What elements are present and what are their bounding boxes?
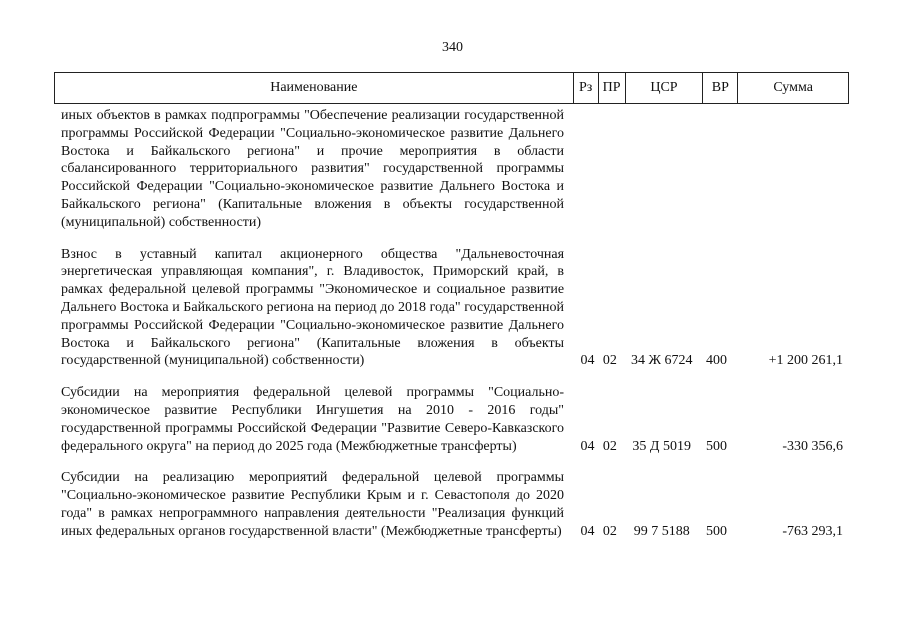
row-pr: 02 — [602, 523, 617, 539]
header-name: Наименование — [270, 80, 358, 95]
page-number: 340 — [442, 40, 463, 55]
table-header — [54, 72, 849, 104]
row-vr: 400 — [706, 353, 727, 369]
row-pr: 02 — [602, 438, 617, 454]
table-row — [54, 246, 849, 371]
row-sum: +1 200 261,1 — [768, 353, 843, 369]
row-pr: 02 — [602, 353, 617, 369]
row-rz: 04 — [580, 523, 595, 539]
row-vr: 500 — [706, 523, 727, 539]
row-rz: 04 — [580, 438, 595, 454]
row-csr: 99 7 5188 — [633, 523, 690, 539]
row-rz: 04 — [580, 353, 595, 369]
row-csr: 35 Д 5019 — [632, 438, 691, 454]
header-sum: Сумма — [737, 73, 848, 103]
table-body — [54, 104, 849, 541]
row-name: Субсидии на реализацию мероприятий федеральной целевой программы "Социально-экономическое развитие Республики Крым и г. Севастополя до 2020 года" в рамках непрограммного направления деятельности "Реализация функций иных федеральных органов государственной власти" (Межбюджетные трансферты) — [61, 470, 565, 539]
header-csr: ЦСР — [625, 73, 703, 103]
row-name: Субсидии на мероприятия федеральной целевой программы "Социально-экономическое развитие Республики Ингушетия на 2010 - 2016 годы" государственной программы Российской Федерации "Развитие Северо-Кавказского федерального округа" на период до 2025 года (Межбюджетные трансферты) — [61, 385, 565, 454]
header-rz: Рз — [573, 73, 598, 103]
row-csr: 34 Ж 6724 — [630, 353, 693, 369]
table-row — [54, 469, 849, 540]
row-vr: 500 — [706, 438, 727, 454]
header-vr: ВР — [702, 73, 737, 103]
row-sum: -330 356,6 — [782, 438, 843, 454]
table-row — [54, 107, 849, 232]
row-name: иных объектов в рамках подпрограммы "Обеспечение реализации государственной программы Российской Федерации "Социально-экономическое развитие Дальнего Востока и Байкальского региона" и прочие мероприятия в области сбалансированного территориального развития" государственной программы Российской Федерации "Социально-экономическое развитие Дальнего Востока и Байкальского региона" (Капитальные вложения в объекты государственной (муниципальной) собственности) — [61, 108, 565, 230]
row-name: Взнос в уставный капитал акционерного общества "Дальневосточная энергетическая управляющая компания", г. Владивосток, Приморский край, в рамках федеральной целевой программы "Экономическое и социальное развитие Дальнего Востока и Байкальского региона на период до 2018 года" государственной программы Российской Федерации "Социально-экономическое развитие Дальнего Востока и Байкальского региона" (Капитальные вложения в объекты государственной (муниципальной) собственности) — [61, 246, 565, 369]
header-pr: ПР — [598, 73, 625, 103]
budget-table — [54, 72, 849, 555]
row-sum: -763 293,1 — [782, 523, 843, 539]
table-row — [54, 384, 849, 455]
